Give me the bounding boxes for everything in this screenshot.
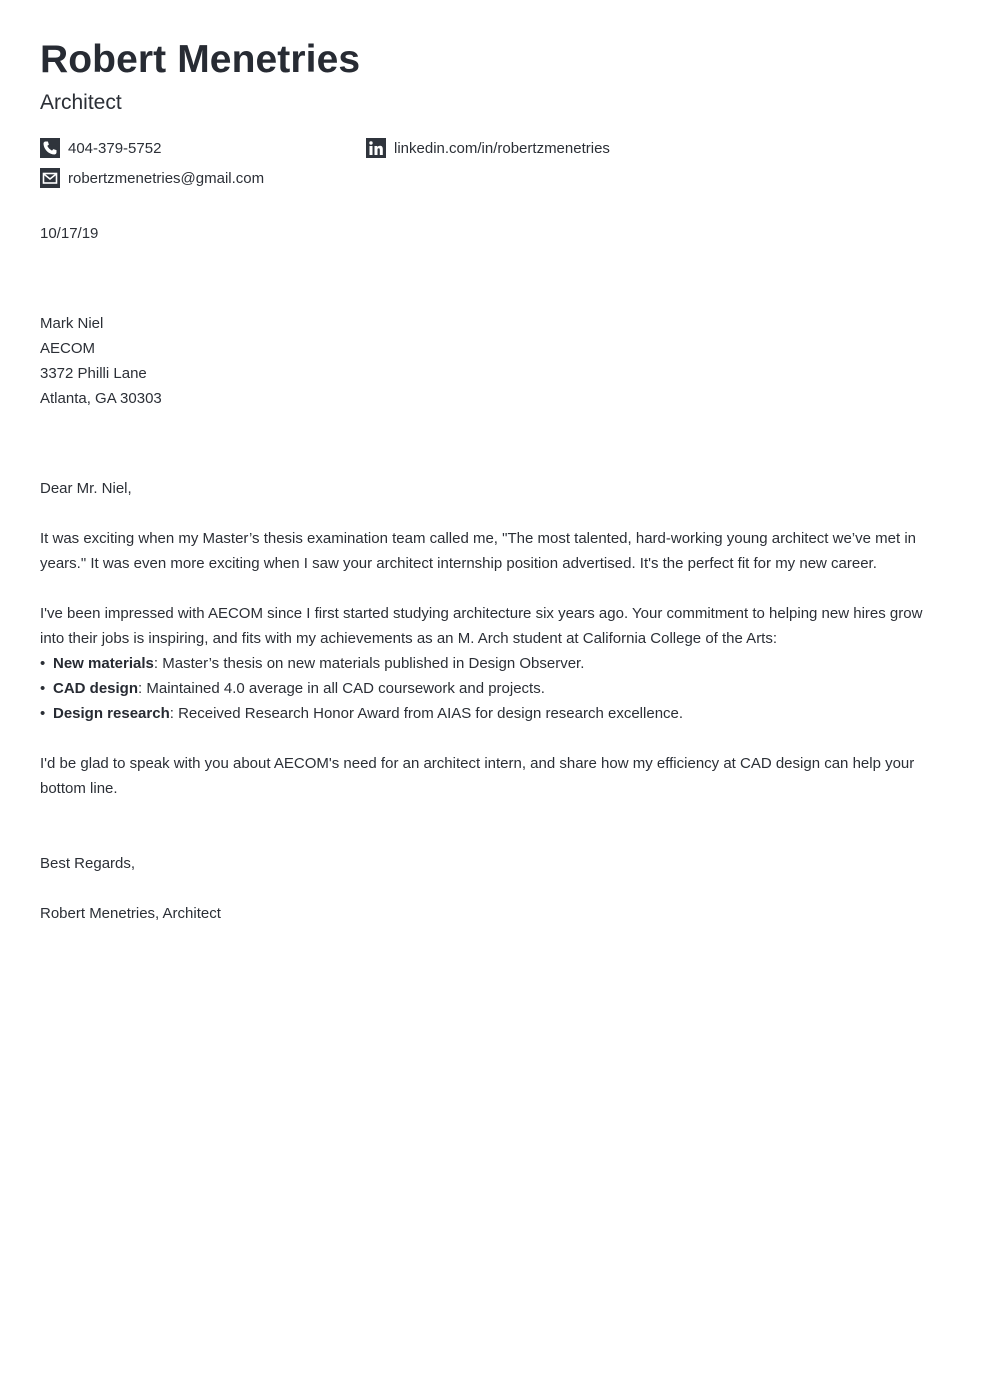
- paragraph-achievements: I've been impressed with AECOM since I first started studying architecture six years ago. Your commitment to helping new hires grow into their jobs is inspiring, and fits with my achievements as an M. Arch student at California College of the Arts:: [40, 605, 923, 647]
- letter-date: 10/17/19: [40, 225, 99, 242]
- bullet-label: Design research: [53, 705, 170, 722]
- applicant-title: Architect: [40, 91, 122, 114]
- achievements-list: [40, 651, 940, 726]
- list-item: • Design research: Received Research Honor Award from AIAS for design research excellence.: [40, 705, 684, 722]
- bullet-label: New materials: [53, 655, 154, 672]
- linkedin-url[interactable]: linkedin.com/in/robertzmenetries: [394, 139, 610, 157]
- applicant-name: Robert Menetries: [40, 38, 361, 81]
- linkedin-icon: [366, 138, 386, 158]
- bullet-text: : Received Research Honor Award from AIAS for design research excellence.: [169, 705, 684, 722]
- bullet-label: CAD design: [53, 680, 139, 697]
- recipient-street: 3372 Philli Lane: [40, 365, 147, 382]
- phone-icon: [40, 138, 60, 158]
- paragraph-closing: I'd be glad to speak with you about AECOM's need for an architect intern, and share how my efficiency at CAD design can help your bottom line.: [40, 755, 915, 797]
- contact-email: [40, 168, 264, 188]
- recipient-company: AECOM: [40, 340, 96, 357]
- signature: Robert Menetries, Architect: [40, 905, 221, 922]
- envelope-icon: [40, 168, 60, 188]
- bullet-text: : Maintained 4.0 average in all CAD coursework and projects.: [138, 680, 545, 697]
- paragraph-intro: It was exciting when my Master’s thesis examination team called me, "The most talented, hard-working young architect we’ve met in years." It was even more exciting when I saw your architect internship position advertised. It's the perfect fit for my new career.: [40, 530, 916, 572]
- closing: Best Regards,: [40, 855, 136, 872]
- phone-number[interactable]: 404-379-5752: [68, 139, 162, 157]
- recipient-name: Mark Niel: [40, 315, 104, 332]
- list-item: • CAD design: Maintained 4.0 average in all CAD coursework and projects.: [40, 680, 545, 697]
- contact-linkedin: [366, 138, 610, 158]
- salutation: Dear Mr. Niel,: [40, 480, 132, 497]
- contact-phone: [40, 138, 161, 158]
- list-item: • New materials: Master’s thesis on new materials published in Design Observer.: [40, 655, 585, 672]
- email-address[interactable]: robertzmenetries@gmail.com: [68, 169, 265, 187]
- recipient-city: Atlanta, GA 30303: [40, 390, 162, 407]
- bullet-text: : Master’s thesis on new materials published in Design Observer.: [153, 655, 585, 672]
